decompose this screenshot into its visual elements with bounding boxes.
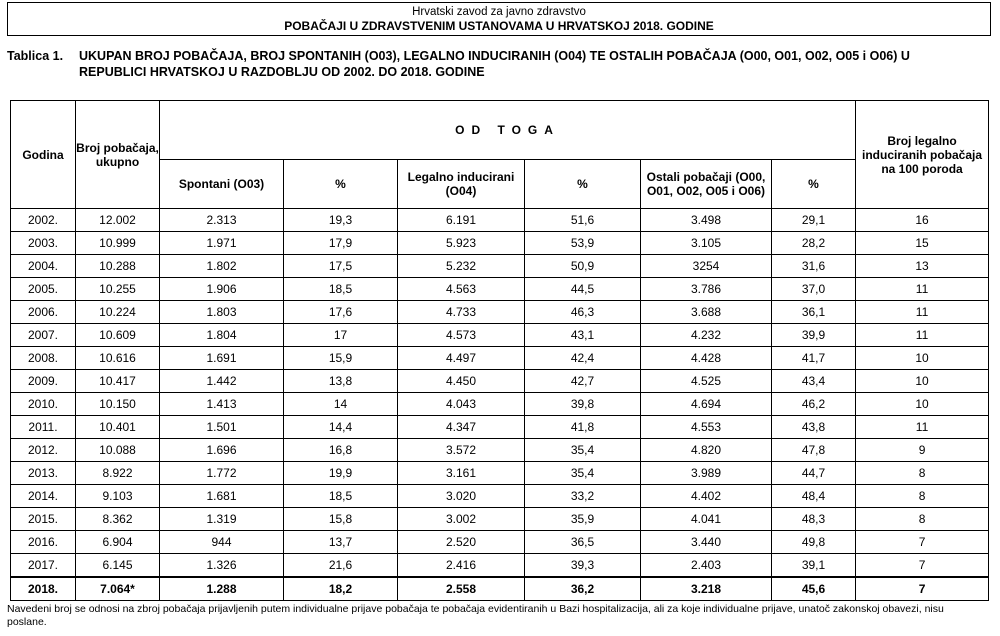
table-cell: 2005. — [11, 278, 76, 301]
table-cell: 6.191 — [398, 209, 525, 232]
table-cell: 3254 — [641, 255, 772, 278]
table-cell: 7 — [856, 531, 989, 554]
table-cell: 2016. — [11, 531, 76, 554]
table-cell: 46,2 — [772, 393, 856, 416]
table-cell: 3.105 — [641, 232, 772, 255]
table-cell: 4.733 — [398, 301, 525, 324]
table-cell: 2004. — [11, 255, 76, 278]
table-cell: 4.525 — [641, 370, 772, 393]
table-cell: 13 — [856, 255, 989, 278]
table-cell: 17 — [284, 324, 398, 347]
table-cell: 46,3 — [525, 301, 641, 324]
table-cell: 47,8 — [772, 439, 856, 462]
header-organization: Hrvatski zavod za javno zdravstvo — [412, 6, 586, 18]
table-row — [11, 508, 989, 531]
table-row — [11, 347, 989, 370]
table-cell: 16 — [856, 209, 989, 232]
table-cell: 6.904 — [76, 531, 160, 554]
table-cell: 43,8 — [772, 416, 856, 439]
table-cell: 4.043 — [398, 393, 525, 416]
table-cell: 11 — [856, 278, 989, 301]
table-cell: 10.088 — [76, 439, 160, 462]
table-cell: 10.417 — [76, 370, 160, 393]
table-cell: 10.616 — [76, 347, 160, 370]
table-cell: 39,1 — [772, 554, 856, 578]
table-cell: 3.688 — [641, 301, 772, 324]
table-row — [11, 485, 989, 508]
table-cell: 4.428 — [641, 347, 772, 370]
table-cell: 1.326 — [160, 554, 284, 578]
table-row — [11, 554, 989, 578]
table-cell: 3.498 — [641, 209, 772, 232]
table-row — [11, 416, 989, 439]
table-cell: 17,5 — [284, 255, 398, 278]
table-cell: 41,7 — [772, 347, 856, 370]
table-cell: 9 — [856, 439, 989, 462]
table-cell: 2011. — [11, 416, 76, 439]
table-row — [11, 462, 989, 485]
table-cell: 43,4 — [772, 370, 856, 393]
table-cell: 21,6 — [284, 554, 398, 578]
table-cell: 11 — [856, 301, 989, 324]
table-cell: 2008. — [11, 347, 76, 370]
table-cell: 10.609 — [76, 324, 160, 347]
table-cell: 50,9 — [525, 255, 641, 278]
table-cell: 43,1 — [525, 324, 641, 347]
header-spontaneous: Spontani (O03) — [160, 160, 284, 209]
abortion-table — [10, 100, 989, 601]
table-cell: 1.696 — [160, 439, 284, 462]
table-cell: 37,0 — [772, 278, 856, 301]
table-cell: 2003. — [11, 232, 76, 255]
table-cell: 1.971 — [160, 232, 284, 255]
table-cell: 42,4 — [525, 347, 641, 370]
table-cell: 2018. — [11, 577, 76, 601]
table-cell: 36,1 — [772, 301, 856, 324]
table-cell: 1.501 — [160, 416, 284, 439]
table-cell: 35,9 — [525, 508, 641, 531]
table-cell: 8 — [856, 485, 989, 508]
table-cell: 17,9 — [284, 232, 398, 255]
table-cell: 18,5 — [284, 485, 398, 508]
table-cell: 15,8 — [284, 508, 398, 531]
table-cell: 1.288 — [160, 577, 284, 601]
table-cell: 7 — [856, 577, 989, 601]
table-row — [11, 393, 989, 416]
table-cell: 36,5 — [525, 531, 641, 554]
table-cell: 31,6 — [772, 255, 856, 278]
table-cell: 35,4 — [525, 439, 641, 462]
document-header — [7, 2, 991, 36]
table-cell: 4.497 — [398, 347, 525, 370]
table-caption-prefix: Tablica 1. — [7, 49, 64, 63]
table-cell: 35,4 — [525, 462, 641, 485]
table-cell: 2.558 — [398, 577, 525, 601]
table-cell: 1.691 — [160, 347, 284, 370]
table-cell: 3.002 — [398, 508, 525, 531]
table-cell: 15 — [856, 232, 989, 255]
table-cell: 3.440 — [641, 531, 772, 554]
table-cell: 1.772 — [160, 462, 284, 485]
table-cell: 48,3 — [772, 508, 856, 531]
table-cell: 4.573 — [398, 324, 525, 347]
table-cell: 44,5 — [525, 278, 641, 301]
table-cell: 3.572 — [398, 439, 525, 462]
table-cell: 4.232 — [641, 324, 772, 347]
table-cell: 19,3 — [284, 209, 398, 232]
table-cell: 2007. — [11, 324, 76, 347]
table-cell: 8.362 — [76, 508, 160, 531]
table-cell: 28,2 — [772, 232, 856, 255]
table-cell: 2010. — [11, 393, 76, 416]
table-cell: 4.553 — [641, 416, 772, 439]
table-cell: 14,4 — [284, 416, 398, 439]
table-cell: 4.820 — [641, 439, 772, 462]
table-row — [11, 232, 989, 255]
table-cell: 4.563 — [398, 278, 525, 301]
header-percent-induced: % — [525, 160, 641, 209]
table-cell: 2015. — [11, 508, 76, 531]
table-cell: 6.145 — [76, 554, 160, 578]
table-cell: 2.416 — [398, 554, 525, 578]
table-cell: 3.989 — [641, 462, 772, 485]
table-cell: 19,9 — [284, 462, 398, 485]
table-cell: 10.150 — [76, 393, 160, 416]
table-cell: 1.319 — [160, 508, 284, 531]
table-cell: 33,2 — [525, 485, 641, 508]
table-cell: 2009. — [11, 370, 76, 393]
table-cell: 29,1 — [772, 209, 856, 232]
header-percent-other: % — [772, 160, 856, 209]
table-cell: 944 — [160, 531, 284, 554]
table-row — [11, 439, 989, 462]
table-cell: 49,8 — [772, 531, 856, 554]
header-title: POBAČAJI U ZDRAVSTVENIM USTANOVAMA U HRVATSKOJ 2018. GODINE — [284, 19, 714, 33]
table-cell: 4.694 — [641, 393, 772, 416]
table-cell: 13,8 — [284, 370, 398, 393]
table-cell: 10.401 — [76, 416, 160, 439]
table-cell: 10.288 — [76, 255, 160, 278]
table-cell: 51,6 — [525, 209, 641, 232]
table-cell: 2.403 — [641, 554, 772, 578]
header-percent-spontaneous: % — [284, 160, 398, 209]
table-cell: 14 — [284, 393, 398, 416]
table-cell: 11 — [856, 416, 989, 439]
table-cell: 39,3 — [525, 554, 641, 578]
table-cell: 17,6 — [284, 301, 398, 324]
table-cell: 11 — [856, 324, 989, 347]
table-cell: 2014. — [11, 485, 76, 508]
table-cell: 36,2 — [525, 577, 641, 601]
table-cell: 4.402 — [641, 485, 772, 508]
header-group-od-toga: OD TOGA — [160, 101, 856, 160]
table-row — [11, 370, 989, 393]
table-cell: 18,2 — [284, 577, 398, 601]
table-row — [11, 278, 989, 301]
table-row — [11, 255, 989, 278]
table-cell: 8 — [856, 508, 989, 531]
header-rate: Broj legalno induciranih pobačaja na 100 poroda — [856, 101, 989, 209]
table-cell: 39,9 — [772, 324, 856, 347]
table-cell: 1.442 — [160, 370, 284, 393]
table-cell: 2012. — [11, 439, 76, 462]
table-cell: 16,8 — [284, 439, 398, 462]
table-cell: 4.041 — [641, 508, 772, 531]
table-cell: 10.255 — [76, 278, 160, 301]
table-cell: 53,9 — [525, 232, 641, 255]
table-cell: 1.802 — [160, 255, 284, 278]
table-cell: 3.161 — [398, 462, 525, 485]
table-cell: 3.020 — [398, 485, 525, 508]
table-cell: 10 — [856, 393, 989, 416]
header-other: Ostali pobačaji (O00, O01, O02, O05 i O06) — [641, 160, 772, 209]
table-cell: 1.681 — [160, 485, 284, 508]
table-cell: 10.999 — [76, 232, 160, 255]
table-cell: 2002. — [11, 209, 76, 232]
table-cell: 9.103 — [76, 485, 160, 508]
table-cell: 1.906 — [160, 278, 284, 301]
table-cell: 41,8 — [525, 416, 641, 439]
table-cell: 2.520 — [398, 531, 525, 554]
table-cell: 10.224 — [76, 301, 160, 324]
table-cell: 1.803 — [160, 301, 284, 324]
table-row — [11, 301, 989, 324]
table-row — [11, 209, 989, 232]
table-cell: 8.922 — [76, 462, 160, 485]
table-cell: 13,7 — [284, 531, 398, 554]
table-cell: 12.002 — [76, 209, 160, 232]
table-cell: 42,7 — [525, 370, 641, 393]
table-cell: 39,8 — [525, 393, 641, 416]
table-cell: 4.347 — [398, 416, 525, 439]
table-cell: 18,5 — [284, 278, 398, 301]
table-cell: 5.232 — [398, 255, 525, 278]
table-cell: 7 — [856, 554, 989, 578]
table-cell: 48,4 — [772, 485, 856, 508]
table-row — [11, 324, 989, 347]
header-induced: Legalno inducirani (O04) — [398, 160, 525, 209]
table-cell: 45,6 — [772, 577, 856, 601]
table-row — [11, 577, 989, 601]
table-body — [11, 209, 989, 601]
table-cell: 4.450 — [398, 370, 525, 393]
table-row — [11, 531, 989, 554]
table-cell: 2006. — [11, 301, 76, 324]
table-cell: 3.218 — [641, 577, 772, 601]
table-cell: 5.923 — [398, 232, 525, 255]
table-caption — [7, 48, 987, 80]
table-cell: 2013. — [11, 462, 76, 485]
table-cell: 2017. — [11, 554, 76, 578]
table-cell: 15,9 — [284, 347, 398, 370]
table-cell: 2.313 — [160, 209, 284, 232]
table-cell: 10 — [856, 347, 989, 370]
footnote: Navedeni broj se odnosi na zbroj pobačaja prijavljenih putem individualne prijave pobačaja te pobačaja evidentiranih u Bazi hospitalizacija, ali za koje individualne prijave, unatoč zakonskoj obavezi, nisu poslane. — [7, 603, 944, 628]
header-year: Godina — [11, 101, 76, 209]
table-cell: 1.413 — [160, 393, 284, 416]
table-cell: 7.064* — [76, 577, 160, 601]
table-cell: 3.786 — [641, 278, 772, 301]
header-total: Broj pobačaja, ukupno — [76, 101, 160, 209]
table-cell: 1.804 — [160, 324, 284, 347]
table-cell: 10 — [856, 370, 989, 393]
table-cell: 8 — [856, 462, 989, 485]
table-caption-text: UKUPAN BROJ POBAČAJA, BROJ SPONTANIH (O03), LEGALNO INDUCIRANIH (O04) TE OSTALIH POBAČAJA (O00, O01, O02, O05 i O06) U REPUBLICI HRVATSKOJ U RAZDOBLJU OD 2002. DO 2018. GODINE — [79, 49, 910, 79]
table-cell: 44,7 — [772, 462, 856, 485]
